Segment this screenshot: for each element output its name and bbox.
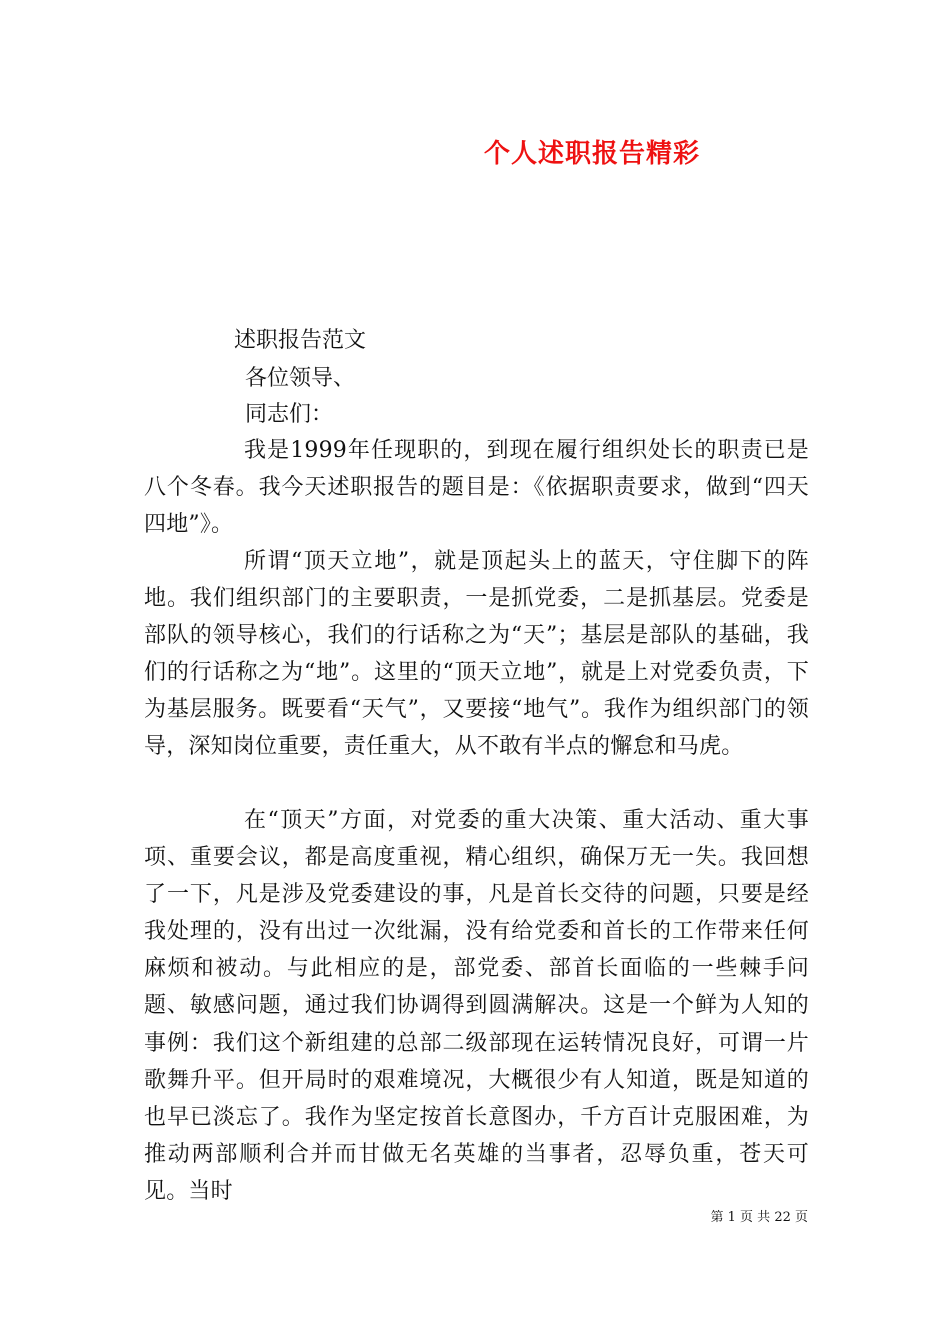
- paragraph-2: 所谓“顶天立地”，就是顶起头上的蓝天，守住脚下的阵地。我们组织部门的主要职责，一是抓党委，二是抓基层。党委是部队的领导核心，我们的行话称之为“天”；基层是部队的基础，我们的行话称之为“地”。这里的“顶天立地”，就是上对党委负责，下为基层服务。既要看“天气”，又要接“地气”。我作为组织部门的领导，深知岗位重要，责任重大，从不敢有半点的懈怠和马虎。: [144, 549, 809, 760]
- document-title: 个人述职报告精彩: [484, 139, 701, 169]
- page-footer: 第 1 页 共 22 页: [710, 1210, 808, 1225]
- paragraph-3: 在“顶天”方面，对党委的重大决策、重大活动、重大事项、重要会议，都是高度重视，精心组织，确保万无一失。我回想了一下，凡是涉及党委建设的事，凡是首长交待的问题，只要是经我处理的，没有出过一次纰漏，没有给党委和首长的工作带来任何麻烦和被动。与此相应的是，部党委、部首长面临的一些棘手问题、敏感问题，通过我们协调得到圆满解决。这是一个鲜为人知的事例：我们这个新组建的总部二级部现在运转情况良好，可谓一片歌舞升平。但开局时的艰难境况，大概很少有人知道，既是知道的也早已淡忘了。我作为坚定按首长意图办，千方百计克服困难，为推动两部顺利合并而甘做无名英雄的当事者，忍辱负重，苍天可见。当时: [144, 808, 809, 1204]
- salutation-comrades: 同志们：: [245, 402, 334, 427]
- document-subtitle: 述职报告范文: [234, 328, 367, 353]
- paragraph-1: 我是1999年任现职的，到现在履行组织处长的职责已是八个冬春。我今天述职报告的题目是：《依据职责要求，做到“四天四地”》。: [144, 438, 809, 538]
- salutation-leaders: 各位领导、: [245, 366, 356, 391]
